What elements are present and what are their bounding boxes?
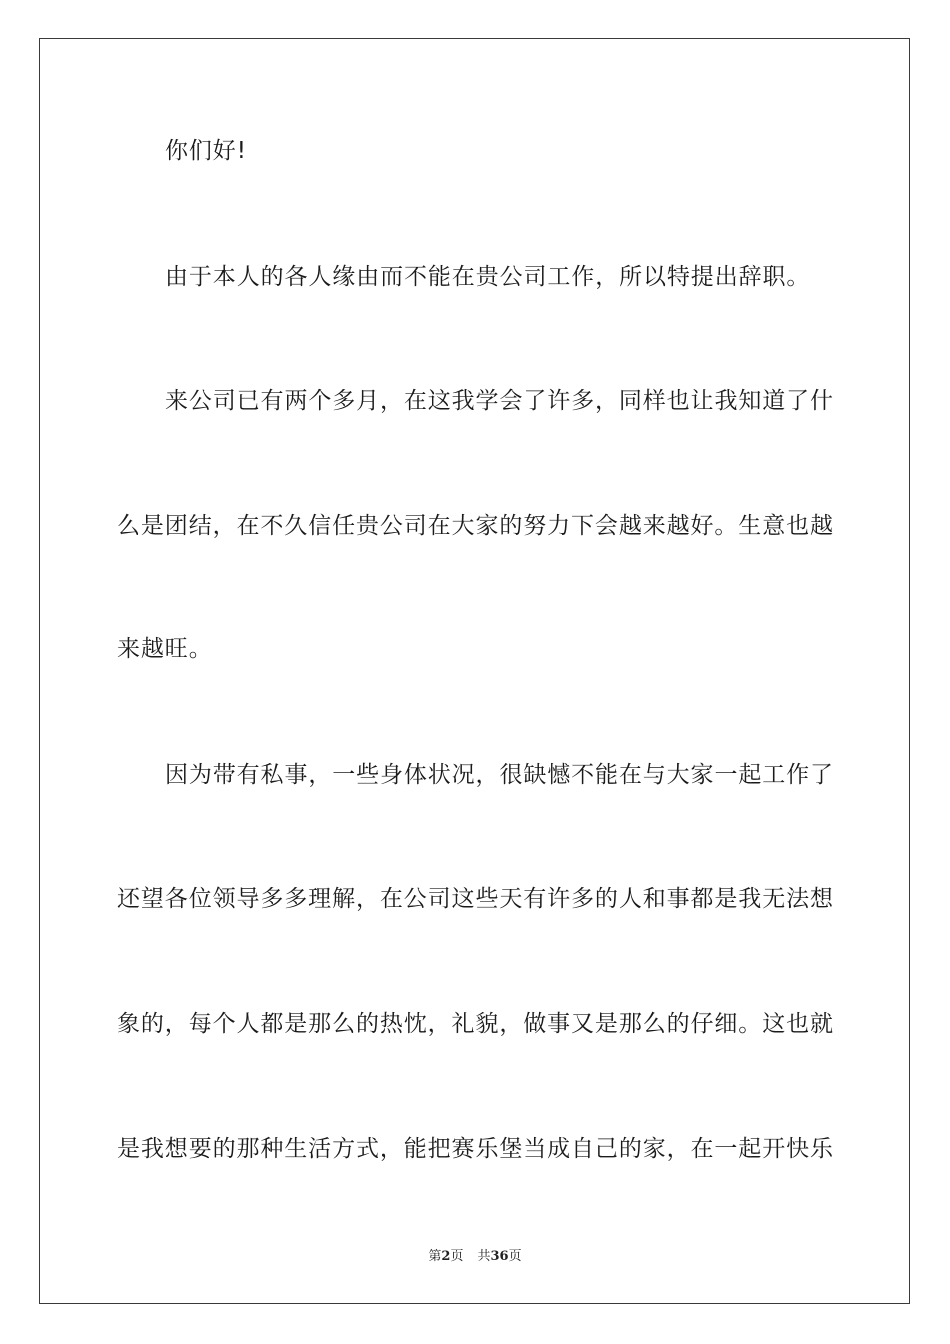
page-suffix: 页: [450, 1249, 464, 1264]
total-suffix: 页: [508, 1249, 522, 1264]
paragraph-2-line-3: 来越旺。: [117, 636, 213, 662]
greeting-line: 你们好!: [165, 138, 247, 164]
page-border: [39, 38, 910, 1304]
page-prefix: 第: [428, 1249, 442, 1264]
paragraph-3-line-1: 因为带有私事，一些身体状况，很缺憾不能在与大家一起工作了: [165, 762, 833, 788]
page-number: 2: [441, 1249, 451, 1264]
total-prefix: 共: [477, 1249, 491, 1264]
paragraph-2-line-2: 么是团结，在不久信任贵公司在大家的努力下会越来越好。生意也越: [117, 513, 833, 539]
page-footer: [0, 1248, 950, 1266]
paragraph-1-line-1: 由于本人的各人缘由而不能在贵公司工作，所以特提出辞职。: [165, 264, 811, 290]
total-pages: 36: [490, 1249, 509, 1264]
paragraph-3-line-4: 是我想要的那种生活方式，能把赛乐堡当成自己的家，在一起开快乐: [117, 1136, 833, 1162]
paragraph-3-line-2: 还望各位领导多多理解，在公司这些天有许多的人和事都是我无法想: [117, 886, 833, 912]
paragraph-2-line-1: 来公司已有两个多月，在这我学会了许多，同样也让我知道了什: [165, 388, 833, 414]
paragraph-3-line-3: 象的，每个人都是那么的热忱，礼貌，做事又是那么的仔细。这也就: [117, 1011, 833, 1037]
